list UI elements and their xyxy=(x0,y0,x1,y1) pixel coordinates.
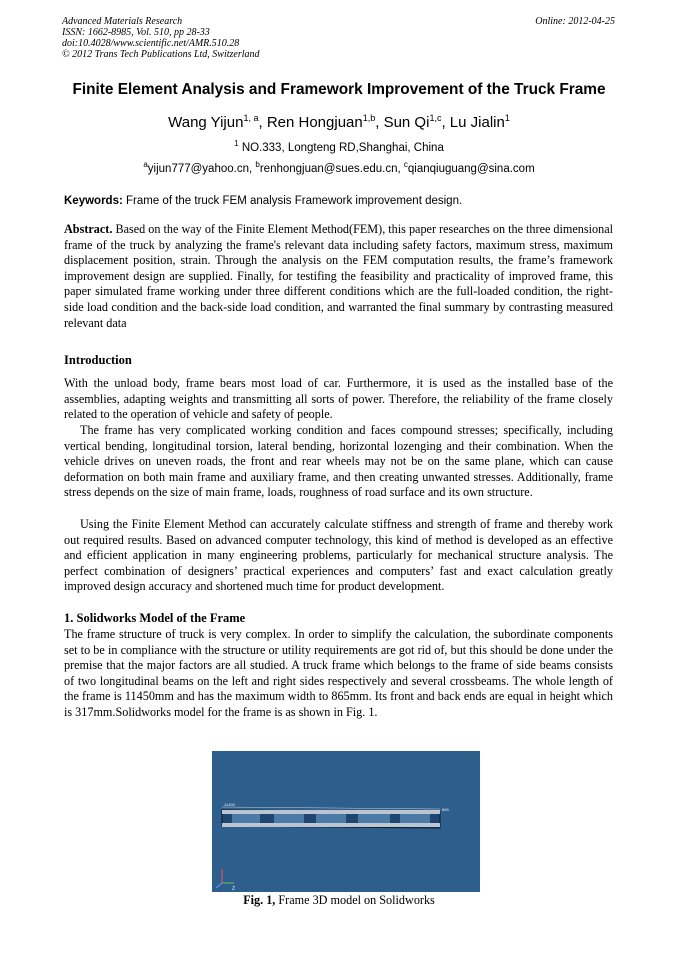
email-link[interactable]: yijun777@yahoo.cn, xyxy=(147,162,253,175)
issn-line: ISSN: 1662-8985, Vol. 510, pp 28-33 xyxy=(62,27,210,38)
figure-caption-label: Fig. 1, xyxy=(243,893,276,907)
introduction-heading: Introduction xyxy=(64,353,132,367)
doi-line: doi:10.4028/www.scientific.net/AMR.510.28 xyxy=(62,38,240,49)
section-1-paragraph: The frame structure of truck is very complex. In order to simplify the calculation, the subordinate components set to be in compliance with the structure or utility requirements are got rid of, but this should be done under the premise that the major factors are all studied. A truck frame which belongs to the frame of side beams consists of two longitudinal beams on the left and right sides respectively and several crossbeams. The whole length of the frame is 11450mm and has the maximum width to 865mm. Its front and back ends are equal in height which is 317mm.Solidworks model for the frame is as shown in Fig. 1. xyxy=(64,627,613,719)
email-mark: a xyxy=(143,160,148,169)
affiliation-mark: 1 xyxy=(234,139,239,148)
introduction-paragraph-3: Using the Finite Element Method can accurately calculate stiffness and strength of frame and thereby work out required results. Based on advanced computer technology, this kind of method is developed as an effective and efficient application in many engineering problems, particularly for mechanical structure analysis. The perfect combination of designers’ practical experiences and computers’ fast and exact calculation greatly improved design accuracy and shortened much time for product development. xyxy=(64,517,613,594)
paper-title: Finite Element Analysis and Framework Improvement of the Truck Frame xyxy=(72,81,606,98)
truck-frame-top-rail xyxy=(222,810,440,814)
crossbeam xyxy=(316,814,346,823)
abstract-text: Based on the way of the Finite Element Method(FEM), this paper researches on the three dimensional frame of the truck by analyzing the frame's relevant data including safety factors, maximum stress, maximum displacement position, strain. Through the analysis on the FEM computation results, the frame’s framework improvement design are supplied. Finally, for testifing the feasibility and practicality of improved frame, this paper simulated frame working under three different conditions which are the full-loaded condition, the right-side load condition and the back-side load condition, and warranted the final summary by contrasting measured relevant data xyxy=(64,222,614,330)
copyright-line: © 2012 Trans Tech Publications Ltd, Switzerland xyxy=(62,49,260,60)
crossbeam xyxy=(400,814,430,823)
figure-caption-text: Frame 3D model on Solidworks xyxy=(278,893,435,907)
online-date: Online: 2012-04-25 xyxy=(535,16,615,27)
introduction-paragraph-2: The frame has very complicated working condition and faces compound stresses; specifically, including vertical bending, longitudinal torsion, lateral bending, horizontal lozenging and their combination. When the vehicle drives on uneven roads, the front and rear wheels may not be on the same plane, which can cause deformation on both main frame and auxiliary frame, and then creating unwanted stresses. Additionally, frame stress depends on the size of main frame, loads, roughness of road surface and its own structure. xyxy=(64,423,613,500)
truck-frame-bottom-rail xyxy=(222,823,440,827)
keywords-text: Frame of the truck FEM analysis Framework improvement design. xyxy=(126,195,463,207)
frame-3d-model-image xyxy=(212,751,480,892)
affiliation xyxy=(40,139,638,154)
email-link[interactable]: renhongjuan@sues.edu.cn, xyxy=(259,162,401,175)
author-name: Wang Yijun xyxy=(168,114,244,131)
section-1-heading: 1. Solidworks Model of the Frame xyxy=(64,611,246,625)
email-link[interactable]: qianqiuguang@sina.com xyxy=(407,162,535,175)
author-affil-mark: 1, a xyxy=(243,113,259,123)
keywords-label: Keywords: xyxy=(64,195,123,207)
author-affil-mark: 1,b xyxy=(362,113,376,123)
author-name: Ren Hongjuan xyxy=(266,114,363,131)
figure-caption xyxy=(0,893,678,908)
abstract xyxy=(64,222,613,331)
crossbeam xyxy=(274,814,304,823)
email-mark: b xyxy=(255,160,260,169)
author-affil-mark: 1 xyxy=(504,113,510,123)
introduction-paragraph-1: With the unload body, frame bears most load of car. Furthermore, it is used as the installed base of the assemblies, adapting weights and transmitting all sorts of power. Therefore, the reliability of the frame closely related to the operation of vehicle and safety of people. xyxy=(64,376,613,422)
frame-3d-model-figure xyxy=(212,751,480,892)
crossbeam xyxy=(358,814,390,823)
dimension-label-length: 11450 xyxy=(224,802,235,807)
journal-header xyxy=(62,16,615,60)
dimension-label-width: 865 xyxy=(442,807,449,812)
author-list: Wang Yijun$^{1, a}$, Ren Hongjuan$^{1,b}$, Sun Qi$^{1,c}$, Lu Jialin$^1$ xyxy=(168,113,510,131)
crossbeam xyxy=(232,814,260,823)
keywords xyxy=(64,195,624,207)
abstract-label: Abstract. xyxy=(64,222,113,236)
affiliation-text: NO.333, Longteng RD,Shanghai, China xyxy=(241,141,444,154)
journal-name: Advanced Materials Research xyxy=(62,16,183,27)
email-mark: c xyxy=(403,160,408,169)
author-emails xyxy=(40,160,638,175)
author-name: Sun Qi xyxy=(383,114,430,131)
axis-label-z: Z xyxy=(232,886,236,892)
author-affil-mark: 1,c xyxy=(429,113,442,123)
author-name: Lu Jialin xyxy=(449,114,505,131)
